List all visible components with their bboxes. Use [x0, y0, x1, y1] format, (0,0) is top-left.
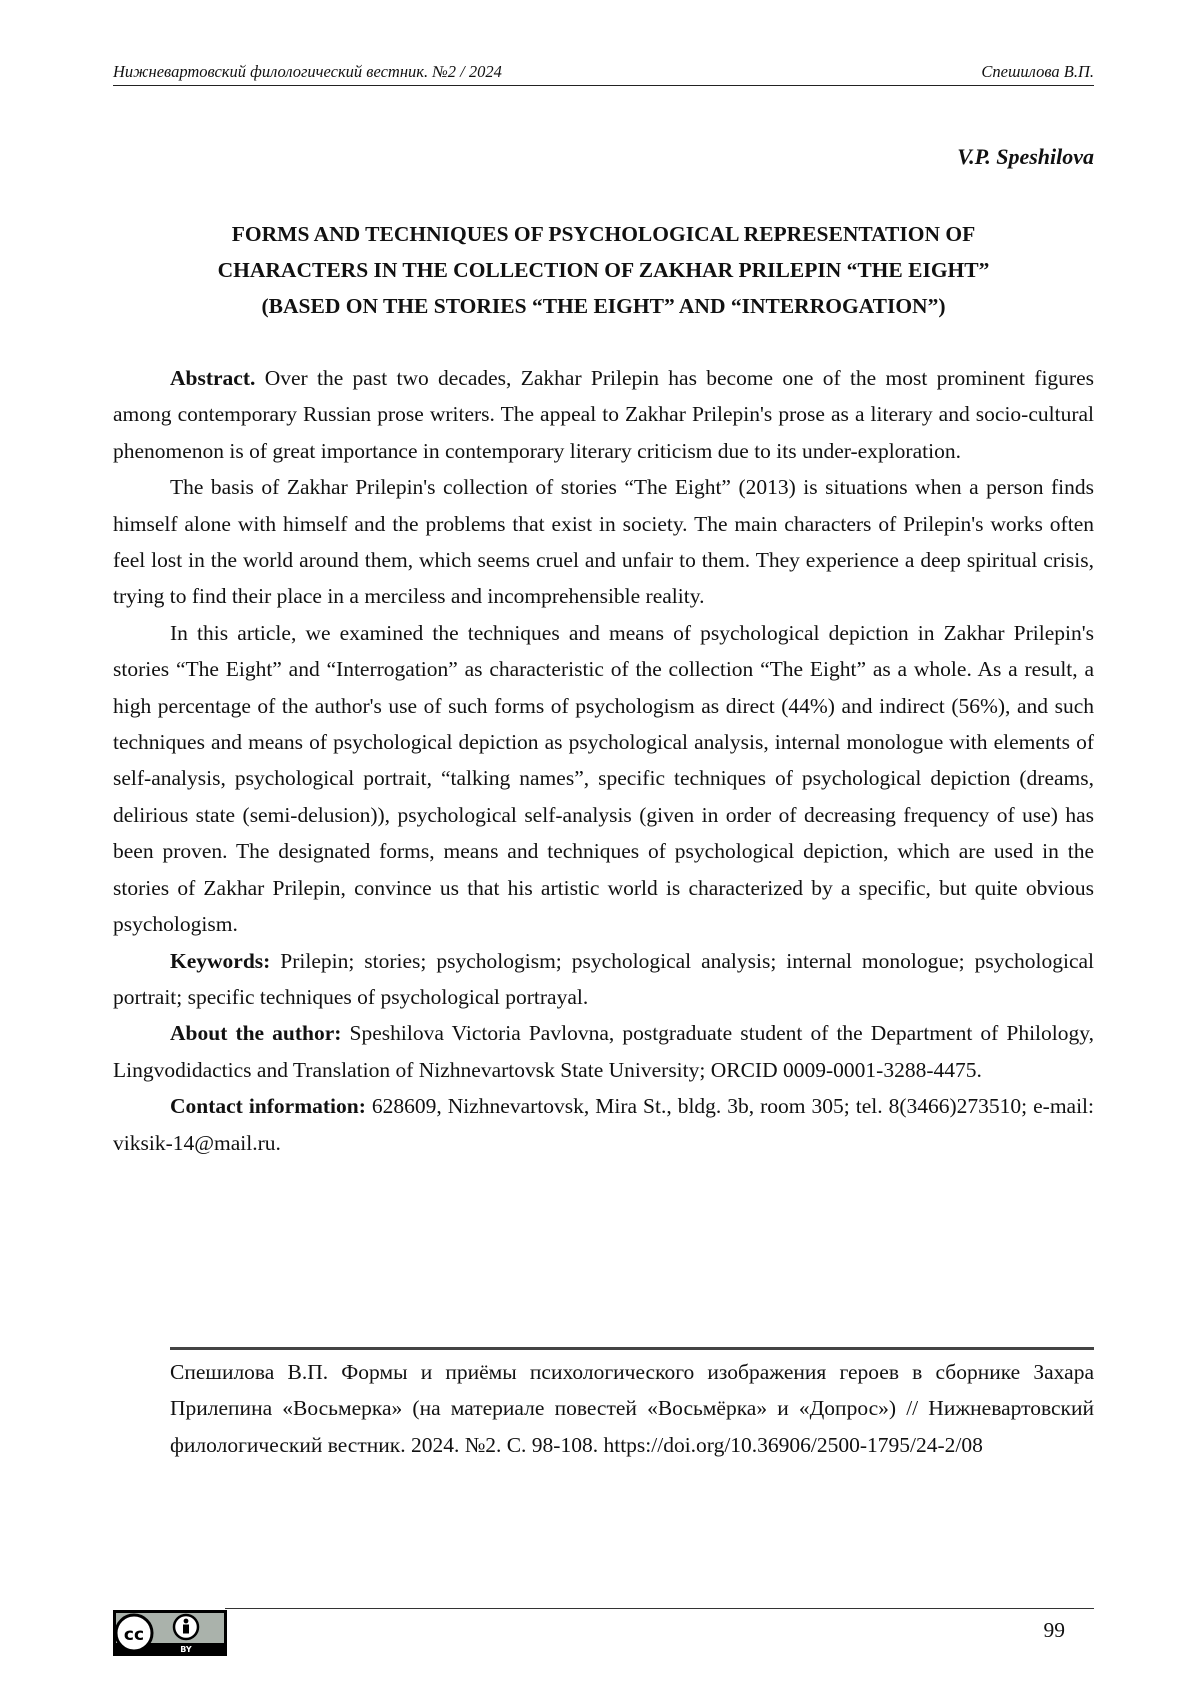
citation-block: Спешилова В.П. Формы и приёмы психологического изображения героев в сборнике Захара Прилепина «Восьмерка» (на материале повестей «Восьмёрка» и «Допрос») // Нижневартовский филологический вестник. 2024. №2. С. 98-108. https://doi.org/10.36906/2500-1795/24-2/08 — [170, 1360, 1094, 1457]
keywords-text: Prilepin; stories; psychologism; psychological analysis; internal monologue; psychological portrait; specific techniques of psychological portrayal. — [113, 948, 1094, 1009]
svg-text:cc: cc — [123, 1625, 145, 1645]
about-author-text: Speshilova Victoria Pavlovna, postgraduate student of the Department of Philology, Lingvodidactics and Translation of Nizhnevartovsk State University; ORCID 0009-0001-3288-4475. — [113, 1021, 1094, 1082]
abstract-paragraph-3: In this article, we examined the techniques and means of psychological depiction in Zakhar Prilepin's stories “The Eight” and “Interrogation” as characteristic of the collection “The Eight” as a whole. As a result, a high percentage of the author's use of such forms of psychologism as direct (44%) and indirect (56%), and such techniques and means of psychological depiction as psychological analysis, internal monologue with elements of self-analysis, psychological portrait, “talking names”, specific techniques of psychological depiction (dreams, delirious state (semi-delusion)), psychological self-analysis (given in order of decreasing frequency of use) has been proven. The designated forms, means and techniques of psychological depiction, which are used in the stories of Zakhar Prilepin, convince us that his artistic world is characterized by a specific, but quite obvious psychologism. — [113, 620, 1094, 937]
contact-label: Contact information: — [170, 1094, 366, 1119]
page-number: 99 — [1043, 1618, 1065, 1642]
journal-name: Нижневартовский филологический вестник. №2 / 2024 — [113, 62, 502, 81]
cc-by-icon — [114, 1611, 226, 1655]
abstract-text: Over the past two decades, Zakhar Prilepin has become one of the most prominent figures among contemporary Russian prose writers. The appeal to Zakhar Prilepin's prose as a literary and socio-cultural phenomenon is of great importance in contemporary literary criticism due to its under-exploration. — [113, 366, 1094, 463]
article-title — [113, 216, 1094, 324]
contact-text: 628609, Nizhnevartovsk, Mira St., bldg. 3b, room 305; tel. 8(3466)273510; e-mail: viksik-14@mail.ru. — [113, 1094, 1095, 1155]
cc-by-license-badge — [113, 1610, 227, 1656]
abstract-label: Abstract. — [170, 366, 256, 390]
abstract-paragraph-2: The basis of Zakhar Prilepin's collection of stories “The Eight” (2013) is situations when a person finds himself alone with himself and the problems that exist in society. The main characters of Prilepin's works often feel lost in the world around them, which seems cruel and unfair to them. They experience a deep spiritual crisis, trying to find their place in a merciless and incomprehensible reality. — [113, 475, 1094, 609]
citation-divider — [170, 1347, 1094, 1350]
keywords-label: Keywords: — [170, 948, 271, 973]
about-author-label: About the author: — [170, 1021, 342, 1046]
header-author: Спешилова В.П. — [981, 62, 1094, 81]
author-name: V.P. Speshilova — [957, 144, 1094, 169]
abstract-paragraph-1 — [113, 360, 1094, 469]
abstract-section — [113, 360, 1094, 1161]
running-header — [113, 62, 1094, 86]
footer-divider — [225, 1608, 1094, 1609]
keywords-paragraph — [113, 943, 1094, 1016]
title-line: CHARACTERS IN THE COLLECTION OF ZAKHAR PRILEPIN “THE EIGHT” — [217, 258, 990, 282]
title-line: (BASED ON THE STORIES “THE EIGHT” AND “INTERROGATION”) — [261, 294, 946, 318]
cc-by-label: BY — [180, 1645, 192, 1654]
title-line: FORMS AND TECHNIQUES OF PSYCHOLOGICAL REPRESENTATION OF — [231, 222, 976, 246]
about-author-paragraph — [113, 1015, 1094, 1088]
contact-paragraph — [113, 1088, 1094, 1161]
